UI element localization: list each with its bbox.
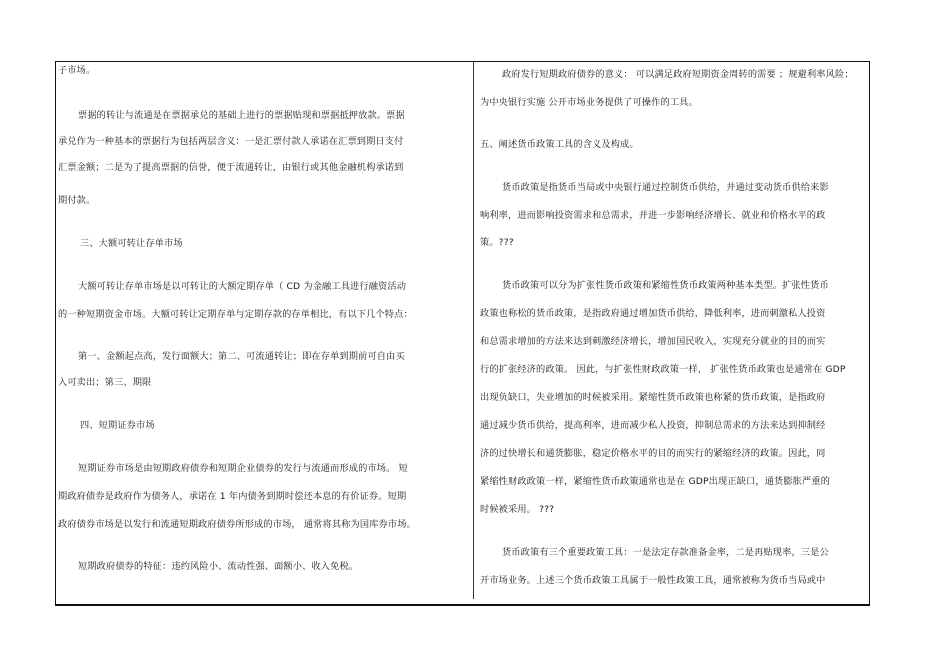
text-line: 汇票金额；二是为了提高票据的信誉，便于流通转让，由银行或其他金融机构承诺到: [58, 162, 404, 173]
text-line: 入可卖出；第三、期限: [58, 377, 152, 388]
text-line: 短期证券市场是由短期政府债券和短期企业债券的发行与流通而形成的市场。 短: [78, 463, 408, 474]
text-line: 短期政府债券的特征：违约风险小、流动性强、面额小、收入免税。: [78, 561, 359, 572]
text-line: 第一、金额起点高，发行面额大；第二、可流通转让；即在存单到期前可自由买: [78, 351, 405, 362]
text-line: 和总需求增加的方法来达到刺激经济增长，增加国民收入，实现充分就业的目的而实: [480, 336, 826, 347]
section-heading: 三、大额可转让存单市场: [80, 238, 183, 249]
text-line: 通过减少货币供给，提高利率，进而减少私人投资，抑制总需求的方法来达到抑制经: [480, 420, 826, 431]
text-line: 出现负缺口，失业增加的时候被采用。紧缩性货币政策也称紧的货币政策，是指政府: [480, 392, 826, 403]
text-line: 开市场业务。上述三个货币政策工具属于一般性政策工具，通常被称为货币当局或中: [480, 575, 826, 586]
section-heading: 四、短期证券市场: [80, 420, 155, 431]
text-line: 行的扩张经济的政策。 因此，与扩张性财政政策一样， 扩张性货币政策也是通常在 GDP: [480, 364, 846, 375]
text-line: 货币政策可以分为扩张性货币政策和紧缩性货币政策两种基本类型。扩张性货币: [502, 280, 829, 291]
text-line: 政策也称松的货币政策，是指政府通过增加货币供给，降低利率，进而刺激私人投资: [480, 308, 826, 319]
text-line: 票据的转让与流通是在票据承兑的基础上进行的票据贴现和票据抵押放款。票据: [78, 110, 405, 121]
text-line: 大额可转让存单市场是以可转让的大额定期存单（ CD 为金融工具进行融资活动: [78, 281, 407, 292]
text-line: 承兑作为一种基本的票据行为包括两层含义：一是汇票付款人承诺在汇票到期日支付: [58, 136, 404, 147]
text-line: 策。???: [480, 237, 514, 248]
text-line: 济的过快增长和通货膨胀，稳定价格水平的目的而实行的紧缩经济的政策。因此，同: [480, 448, 826, 459]
column-divider: [473, 62, 474, 599]
text-line: 政府债券市场是以发行和流通短期政府债券所形成的市场， 通常将其称为国库券市场。: [58, 519, 416, 530]
text-line: 政府发行短期政府债券的意义： 可以满足政府短期资金周转的需要 ；规避利率风险；: [502, 69, 854, 80]
text-line: 期政府债券是政府作为债务人，承诺在 1 年内债务到期时偿还本息的有价证券。短期: [58, 491, 407, 502]
text-line: 为中央银行实施 公开市场业务提供了可操作的工具。: [480, 97, 698, 108]
text-line: 货币政策有三个重要政策工具：一是法定存款准备金率，二是再贴现率，三是公: [502, 547, 829, 558]
section-heading: 五、阐述货币政策工具的含义及构成。: [480, 139, 639, 150]
text-line: 期付款。: [58, 195, 96, 206]
text-line: 子市场。: [58, 65, 96, 76]
text-line: 响利率，进而影响投资需求和总需求，并进一步影响经济增长、就业和价格水平的政: [480, 210, 826, 221]
text-line: 时候被采用。 ???: [480, 504, 555, 515]
text-line: 的一种短期资金市场。大额可转让定期存单与定期存款的存单相比，有以下几个特点：: [58, 309, 413, 320]
text-line: 货币政策是指货币当局或中央银行通过控制货币供给，并通过变动货币供给来影: [502, 182, 829, 193]
text-line: 紧缩性财政政策一样，紧缩性货币政策通常也是在 GDP出现正缺口，通货膨胀严重的: [480, 476, 831, 487]
